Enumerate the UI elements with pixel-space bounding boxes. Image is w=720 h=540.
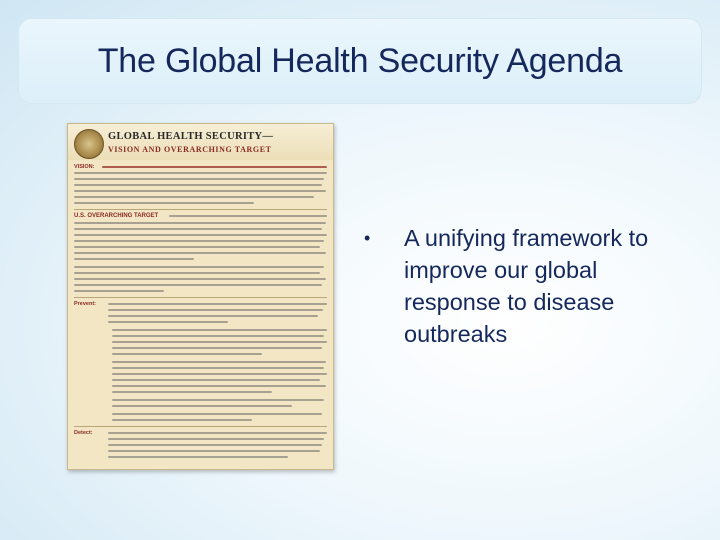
text-line — [74, 184, 322, 186]
text-line — [112, 373, 327, 375]
text-line — [74, 290, 164, 292]
document-section-detect: Detect: — [74, 430, 93, 436]
slide-title: The Global Health Security Agenda — [97, 41, 623, 80]
document-heading-line-1: GLOBAL HEALTH SECURITY— — [108, 131, 274, 142]
text-line — [108, 432, 327, 434]
text-line — [112, 353, 262, 355]
bullet-list — [364, 222, 684, 350]
text-line — [74, 202, 254, 204]
document-divider — [74, 209, 327, 210]
bullet-icon: • — [364, 228, 371, 248]
text-line — [74, 240, 324, 242]
text-line — [108, 450, 320, 452]
bullet-item — [364, 222, 684, 350]
text-line — [74, 246, 320, 248]
document-heading-line-2: VISION AND OVERARCHING TARGET — [108, 145, 272, 154]
text-line — [112, 419, 252, 421]
text-line — [108, 309, 323, 311]
document-section-target: U.S. OVERARCHING TARGET — [74, 213, 159, 219]
text-line — [169, 215, 327, 217]
text-line — [112, 399, 324, 401]
document-header — [68, 124, 333, 160]
text-line — [108, 438, 324, 440]
text-line — [74, 266, 324, 268]
text-line — [112, 335, 324, 337]
text-line — [74, 190, 326, 192]
text-line — [108, 456, 288, 458]
text-line — [112, 405, 292, 407]
text-line — [74, 252, 326, 254]
document-divider — [74, 297, 327, 298]
text-line — [74, 172, 327, 174]
text-line — [74, 196, 314, 198]
text-line — [74, 258, 194, 260]
title-bar — [18, 18, 702, 104]
text-line — [108, 303, 327, 305]
text-line — [112, 367, 324, 369]
text-line — [112, 413, 322, 415]
text-line — [112, 391, 272, 393]
text-line — [112, 379, 320, 381]
text-line — [74, 234, 327, 236]
text-line — [74, 222, 326, 224]
text-line — [108, 315, 318, 317]
document-section-prevent: Prevent: — [74, 301, 97, 307]
document-divider — [74, 426, 327, 427]
text-line — [112, 385, 326, 387]
text-line — [74, 272, 320, 274]
text-line — [108, 321, 228, 323]
text-line — [74, 178, 324, 180]
document-body — [74, 164, 327, 464]
document-section-vision: VISION: — [74, 164, 95, 170]
bullet-text: A unifying framework to improve our global response to disease outbreaks — [404, 225, 649, 347]
text-line — [112, 341, 327, 343]
text-line — [108, 444, 322, 446]
text-line — [74, 278, 326, 280]
document-image — [67, 123, 334, 470]
text-line — [102, 166, 327, 168]
text-line — [74, 284, 322, 286]
text-line — [112, 347, 322, 349]
us-seal-icon — [74, 129, 104, 159]
text-line — [112, 329, 327, 331]
text-line — [112, 361, 326, 363]
text-line — [74, 228, 322, 230]
